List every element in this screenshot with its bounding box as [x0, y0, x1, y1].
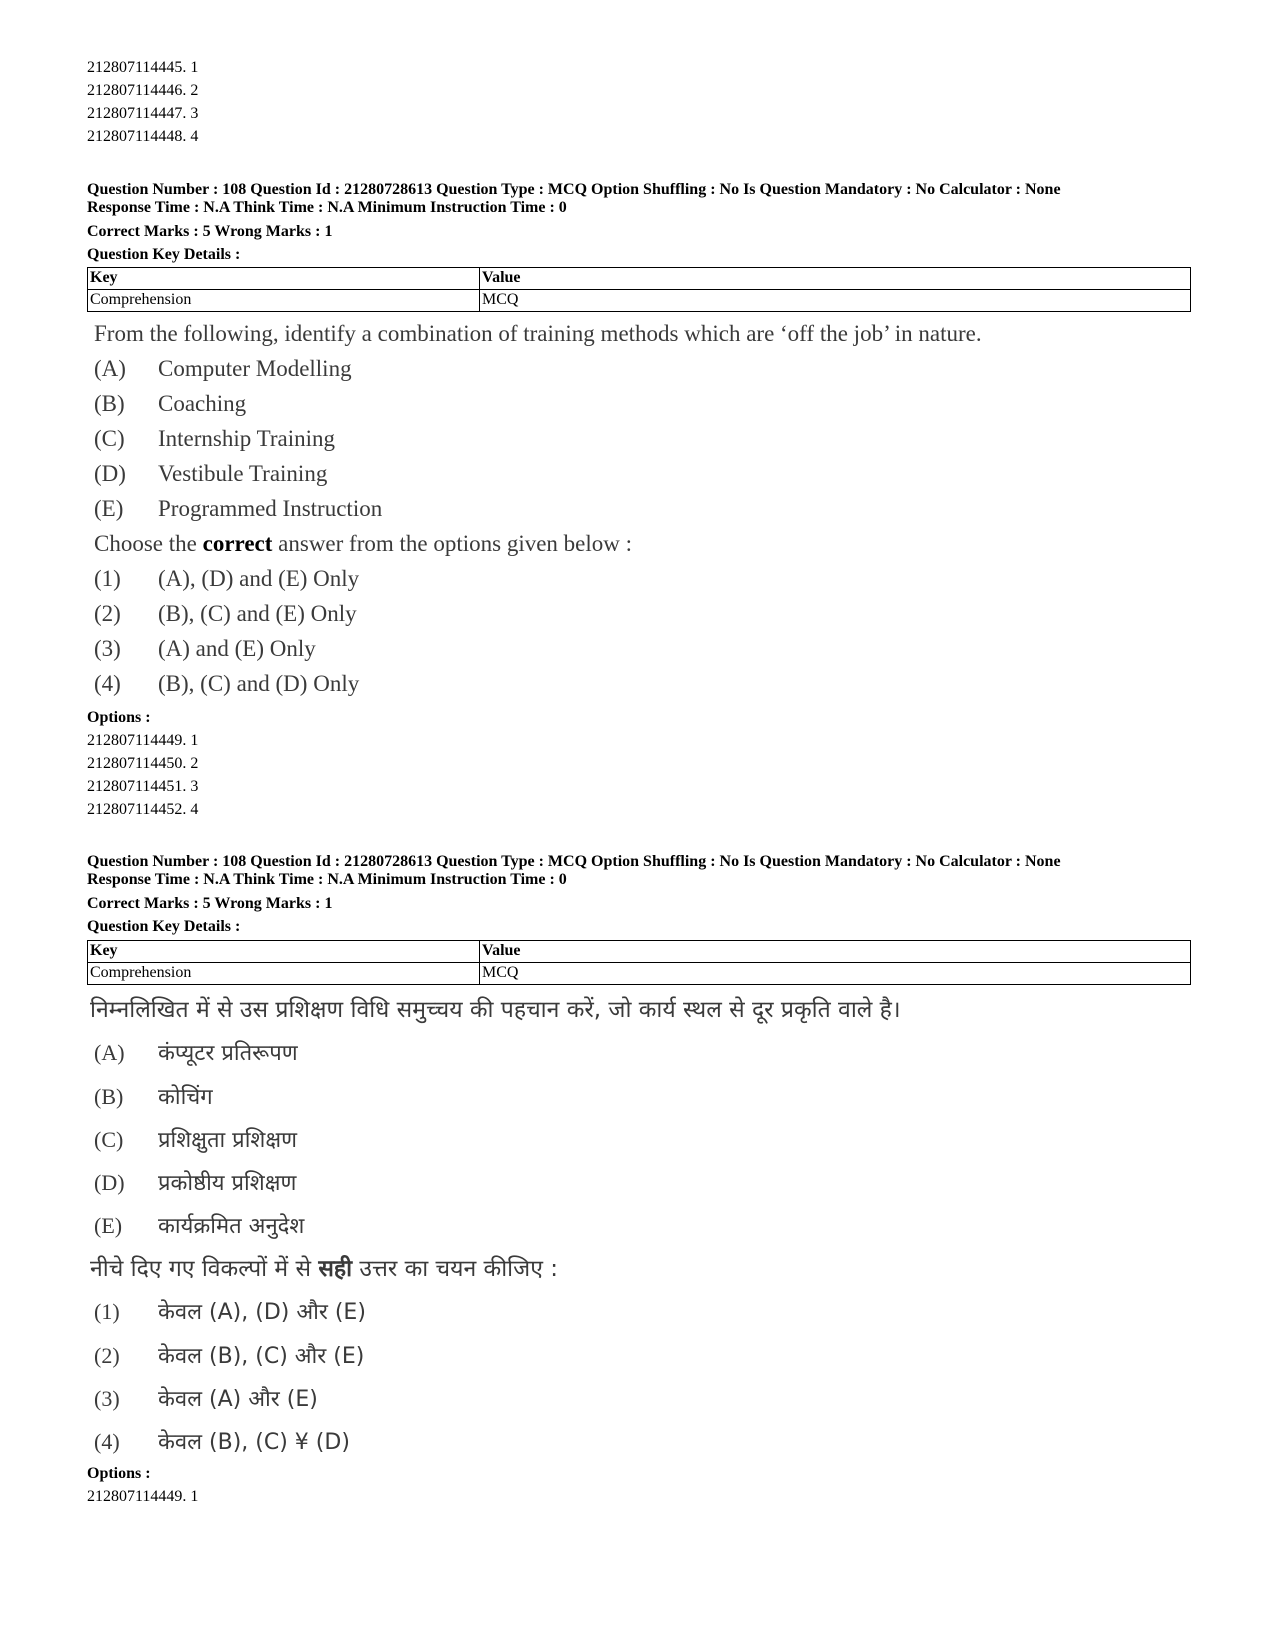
- item-label: (A): [94, 356, 126, 381]
- options-label: Options :: [87, 1465, 151, 1482]
- table-header-row: [88, 941, 1191, 963]
- answer-label: (3): [94, 1386, 120, 1411]
- key-details-label: Question Key Details :: [87, 246, 241, 263]
- choose-post: उत्तर का चयन कीजिए :: [352, 1256, 558, 1282]
- table-cell-key: Comprehension: [88, 963, 480, 985]
- answer-label: (4): [94, 671, 121, 696]
- list-item: [94, 1211, 304, 1242]
- item-label: (A): [94, 1040, 125, 1065]
- table-header-key: Key: [88, 268, 480, 290]
- marks-line: Correct Marks : 5 Wrong Marks : 1: [87, 895, 333, 912]
- table-cell-value: MCQ: [480, 290, 1191, 312]
- list-item: [94, 459, 327, 489]
- question-meta-line1: Question Number : 108 Question Id : 21280728613 Question Type : MCQ Option Shuffling : No Is Question Mandatory : No Calculator : None: [87, 853, 1061, 870]
- table-header-row: [88, 268, 1191, 290]
- choose-instruction: [94, 529, 632, 559]
- question-meta-line2: Response Time : N.A Think Time : N.A Minimum Instruction Time : 0: [87, 871, 567, 888]
- question-meta-line2: Response Time : N.A Think Time : N.A Minimum Instruction Time : 0: [87, 199, 567, 216]
- answer-label: (2): [94, 601, 121, 626]
- choose-post: answer from the options given below :: [272, 531, 633, 556]
- marks-line: Correct Marks : 5 Wrong Marks : 1: [87, 223, 333, 240]
- item-text: कार्यक्रमित अनुदेश: [158, 1214, 305, 1239]
- answer-text: केवल (A), (D) और (E): [158, 1300, 366, 1325]
- item-label: (E): [94, 1213, 123, 1238]
- answer-text: केवल (B), (C) ¥ (D): [158, 1430, 350, 1455]
- answer-text: केवल (A) और (E): [158, 1387, 318, 1412]
- item-label: (D): [94, 1170, 125, 1195]
- list-item: [94, 1168, 296, 1199]
- answer-label: (4): [94, 1429, 120, 1454]
- answer-label: (1): [94, 566, 121, 591]
- item-label: (B): [94, 1084, 124, 1109]
- options-label: Options :: [87, 709, 151, 726]
- answer-text: (A) and (E) Only: [158, 636, 316, 661]
- question-text: निम्नलिखित में से उस प्रशिक्षण विधि समुच्चय की पहचान करें, जो कार्य स्थल से दूर प्रकृति वाले है।: [90, 997, 901, 1023]
- item-text: प्रकोष्ठीय प्रशिक्षण: [158, 1171, 297, 1196]
- item-text: Internship Training: [158, 426, 335, 451]
- list-item: [94, 424, 335, 454]
- table-cell-key: Comprehension: [88, 290, 480, 312]
- item-text: Computer Modelling: [158, 356, 352, 381]
- answer-text: केवल (B), (C) और (E): [158, 1344, 365, 1369]
- answer-text: (B), (C) and (D) Only: [158, 671, 360, 696]
- answer-choice: [94, 599, 357, 629]
- option-id: 212807114445. 1: [87, 59, 199, 76]
- choose-pre: Choose the: [94, 531, 203, 556]
- table-header-value: Value: [480, 941, 1191, 963]
- choose-pre: नीचे दिए गए विकल्पों में से: [90, 1256, 319, 1282]
- option-id: 212807114450. 2: [87, 755, 199, 772]
- table-header-key: Key: [88, 941, 480, 963]
- option-id: 212807114452. 4: [87, 801, 199, 818]
- option-id: 212807114451. 3: [87, 778, 199, 795]
- table-cell-value: MCQ: [480, 963, 1191, 985]
- option-id: 212807114446. 2: [87, 82, 199, 99]
- choose-bold: सही: [318, 1256, 353, 1282]
- list-item: [94, 354, 352, 384]
- list-item: [94, 389, 246, 419]
- answer-text: (B), (C) and (E) Only: [158, 601, 357, 626]
- item-text: Coaching: [158, 391, 247, 416]
- item-label: (C): [94, 426, 125, 451]
- answer-choice: [94, 669, 359, 699]
- item-text: कंप्यूटर प्रतिरूपण: [158, 1041, 298, 1066]
- list-item: [94, 1038, 298, 1069]
- answer-choice: [94, 1427, 350, 1458]
- item-label: (D): [94, 461, 126, 486]
- answer-choice: [94, 1297, 366, 1328]
- item-label: (B): [94, 391, 125, 416]
- item-text: Programmed Instruction: [158, 496, 383, 521]
- answer-label: (3): [94, 636, 121, 661]
- answer-choice: [94, 634, 316, 664]
- answer-text: (A), (D) and (E) Only: [158, 566, 360, 591]
- answer-label: (1): [94, 1299, 120, 1324]
- key-details-label: Question Key Details :: [87, 918, 241, 935]
- key-value-table: [87, 267, 1191, 312]
- item-text: Vestibule Training: [158, 461, 328, 486]
- list-item: [94, 494, 382, 524]
- answer-choice: [94, 1384, 318, 1415]
- table-row: [88, 963, 1191, 985]
- table-row: [88, 290, 1191, 312]
- item-label: (E): [94, 496, 124, 521]
- key-value-table: [87, 940, 1191, 985]
- option-id: 212807114447. 3: [87, 105, 199, 122]
- choose-bold: correct: [202, 531, 273, 556]
- option-id: 212807114448. 4: [87, 128, 199, 145]
- item-text: प्रशिक्षुता प्रशिक्षण: [158, 1128, 298, 1153]
- option-id: 212807114449. 1: [87, 732, 199, 749]
- option-id: 212807114449. 1: [87, 1488, 199, 1505]
- item-label: (C): [94, 1127, 124, 1152]
- list-item: [94, 1082, 213, 1113]
- list-item: [94, 1125, 297, 1156]
- question-text: From the following, identify a combination of training methods which are ‘off the job’ in nature.: [94, 321, 982, 346]
- question-meta-line1: Question Number : 108 Question Id : 21280728613 Question Type : MCQ Option Shuffling : No Is Question Mandatory : No Calculator : None: [87, 181, 1061, 198]
- table-header-value: Value: [480, 268, 1191, 290]
- choose-instruction: [90, 1254, 558, 1284]
- answer-choice: [94, 1341, 364, 1372]
- answer-choice: [94, 564, 359, 594]
- answer-label: (2): [94, 1343, 120, 1368]
- item-text: कोचिंग: [158, 1085, 213, 1110]
